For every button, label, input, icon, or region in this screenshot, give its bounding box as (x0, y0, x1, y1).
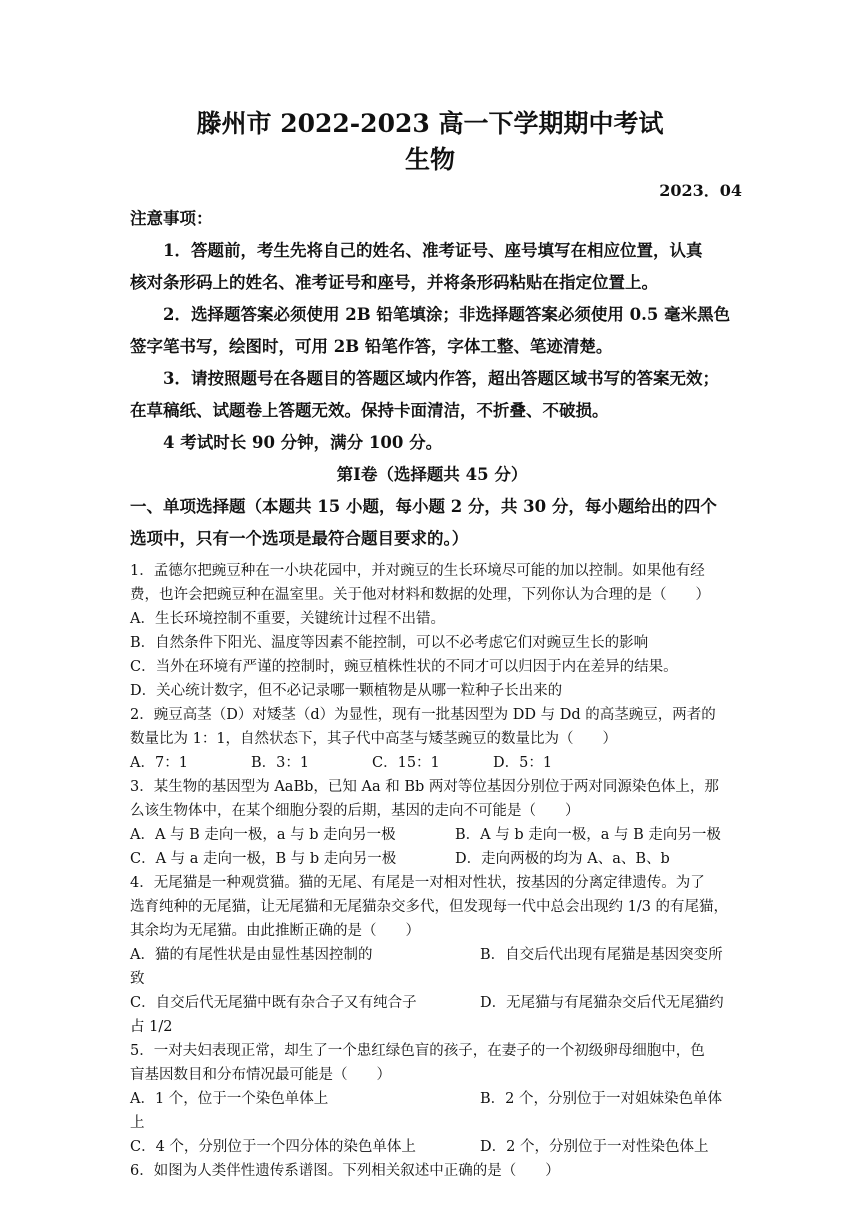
notice-line: 3．请按照题号在各题目的答题区域内作答，超出答题区域书写的答案无效； (163, 369, 719, 388)
question-1 (130, 559, 734, 703)
option: A．7：1 (130, 755, 188, 771)
question-stem: 么该生物体中，在某个细胞分裂的后期，基因的走向不可能是（ ） (130, 803, 580, 819)
question-stem: 其余均为无尾猫。由此推断正确的是（ ） (130, 923, 420, 939)
question-stem: 3．某生物的基因型为 AaBb，已知 Aa 和 Bb 两对等位基因分别位于两对同源染色体上，那 (130, 779, 719, 795)
options-row (130, 823, 734, 847)
option-wrap: 占 1/2 (130, 1019, 173, 1035)
question-stem: 费，也许会把豌豆种在温室里。关于他对材料和数据的处理，下列你认为合理的是（ ） (130, 587, 710, 603)
option: A．猫的有尾性状是由显性基因控制的 (130, 947, 373, 963)
question-stem: 数量比为 1：1，自然状态下，其子代中高茎与矮茎豌豆的数量比为（ ） (130, 731, 618, 747)
notice-line: 2．选择题答案必须使用 2B 铅笔填涂；非选择题答案必须使用 0.5 毫米黑色 (163, 305, 731, 324)
option: B．自然条件下阳光、温度等因素不能控制，可以不必考虑它们对豌豆生长的影响 (130, 635, 649, 651)
option: B．A 与 b 走向一极，a 与 B 走向另一极 (455, 827, 721, 843)
option: C．自交后代无尾猫中既有杂合子又有纯合子 (130, 995, 417, 1011)
question-stem: 6．如图为人类伴性遗传系谱图。下列相关叙述中正确的是（ ） (130, 1163, 560, 1179)
question-stem: 2．豌豆高茎（D）对矮茎（d）为显性，现有一批基因型为 DD 与 Dd 的高茎豌豆，两者的 (130, 707, 716, 723)
option: D．无尾猫与有尾猫杂交后代无尾猫约 (480, 995, 724, 1011)
notice-line: 签字笔书写，绘图时，可用 2B 铅笔作答，字体工整、笔迹清楚。 (130, 337, 613, 356)
options-row (130, 1087, 734, 1111)
option: D．关心统计数字，但不必记录哪一颗植物是从哪一粒种子长出来的 (130, 683, 563, 699)
option: B．自交后代出现有尾猫是基因突变所 (480, 947, 723, 963)
exam-body (130, 203, 734, 1183)
option: D．5：1 (493, 755, 553, 771)
question-stem: 1．孟德尔把豌豆种在一小块花园中，并对豌豆的生长环境尽可能的加以控制。如果他有经 (130, 563, 705, 579)
question-4 (130, 871, 734, 1039)
question-stem: 选育纯种的无尾猫，让无尾猫和无尾猫杂交多代，但发现每一代中总会出现约 1/3 的有尾猫， (130, 899, 729, 915)
exam-title: 滕州市 2022-2023 高一下学期期中考试 (196, 109, 664, 138)
option: A．1 个，位于一个染色单体上 (130, 1091, 329, 1107)
option: C．4 个，分别位于一个四分体的染色单体上 (130, 1139, 416, 1155)
option: B．2 个，分别位于一对姐妹染色单体 (480, 1091, 722, 1107)
exam-date: 2023．04 (659, 181, 742, 200)
volume-title: 第Ⅰ卷（选择题共 45 分） (336, 465, 528, 484)
options-row (130, 943, 734, 967)
option: D．走向两极的均为 A、a、B、b (455, 851, 670, 867)
question-5 (130, 1039, 734, 1159)
option: C．15：1 (372, 755, 440, 771)
notice-section (130, 203, 734, 459)
question-stem: 5．一对夫妇表现正常，却生了一个患红绿色盲的孩子，在妻子的一个初级卵母细胞中，色 (130, 1043, 705, 1059)
options-row (130, 847, 734, 871)
question-3 (130, 775, 734, 871)
question-2 (130, 703, 734, 775)
option: B．3：1 (251, 755, 310, 771)
notice-line: 核对条形码上的姓名、准考证号和座号，并将条形码粘贴在指定位置上。 (130, 273, 658, 292)
notice-line: 1．答题前，考生先将自己的姓名、准考证号、座号填写在相应位置，认真 (163, 241, 703, 260)
question-stem: 盲基因数目和分布情况最可能是（ ） (130, 1067, 391, 1083)
notice-heading: 注意事项： (130, 209, 213, 228)
options-row (130, 751, 734, 775)
option: A．A 与 B 走向一极，a 与 b 走向另一极 (130, 827, 396, 843)
option-wrap: 上 (130, 1115, 145, 1131)
options-row (130, 1135, 734, 1159)
question-6 (130, 1159, 734, 1183)
section-heading: 一、单项选择题（本题共 15 小题，每小题 2 分，共 30 分，每小题给出的四个 (130, 497, 717, 516)
question-stem: 4．无尾猫是一种观赏猫。猫的无尾、有尾是一对相对性状，按基因的分离定律遗传。为了 (130, 875, 705, 891)
notice-line: 4 考试时长 90 分钟，满分 100 分。 (163, 433, 443, 452)
option: C．A 与 a 走向一极，B 与 b 走向另一极 (130, 851, 397, 867)
option: A．生长环境控制不重要，关键统计过程不出错。 (130, 611, 445, 627)
option-wrap: 致 (130, 971, 145, 987)
options-row (130, 991, 734, 1015)
section-heading: 选项中，只有一个选项是最符合题目要求的。） (130, 529, 469, 548)
notice-line: 在草稿纸、试题卷上答题无效。保持卡面清洁，不折叠、不破损。 (130, 401, 609, 420)
option: D．2 个，分别位于一对性染色体上 (480, 1139, 709, 1155)
exam-subject: 生物 (404, 145, 455, 174)
option: C．当外在环境有严谨的控制时，豌豆植株性状的不同才可以归因于内在差异的结果。 (130, 659, 678, 675)
